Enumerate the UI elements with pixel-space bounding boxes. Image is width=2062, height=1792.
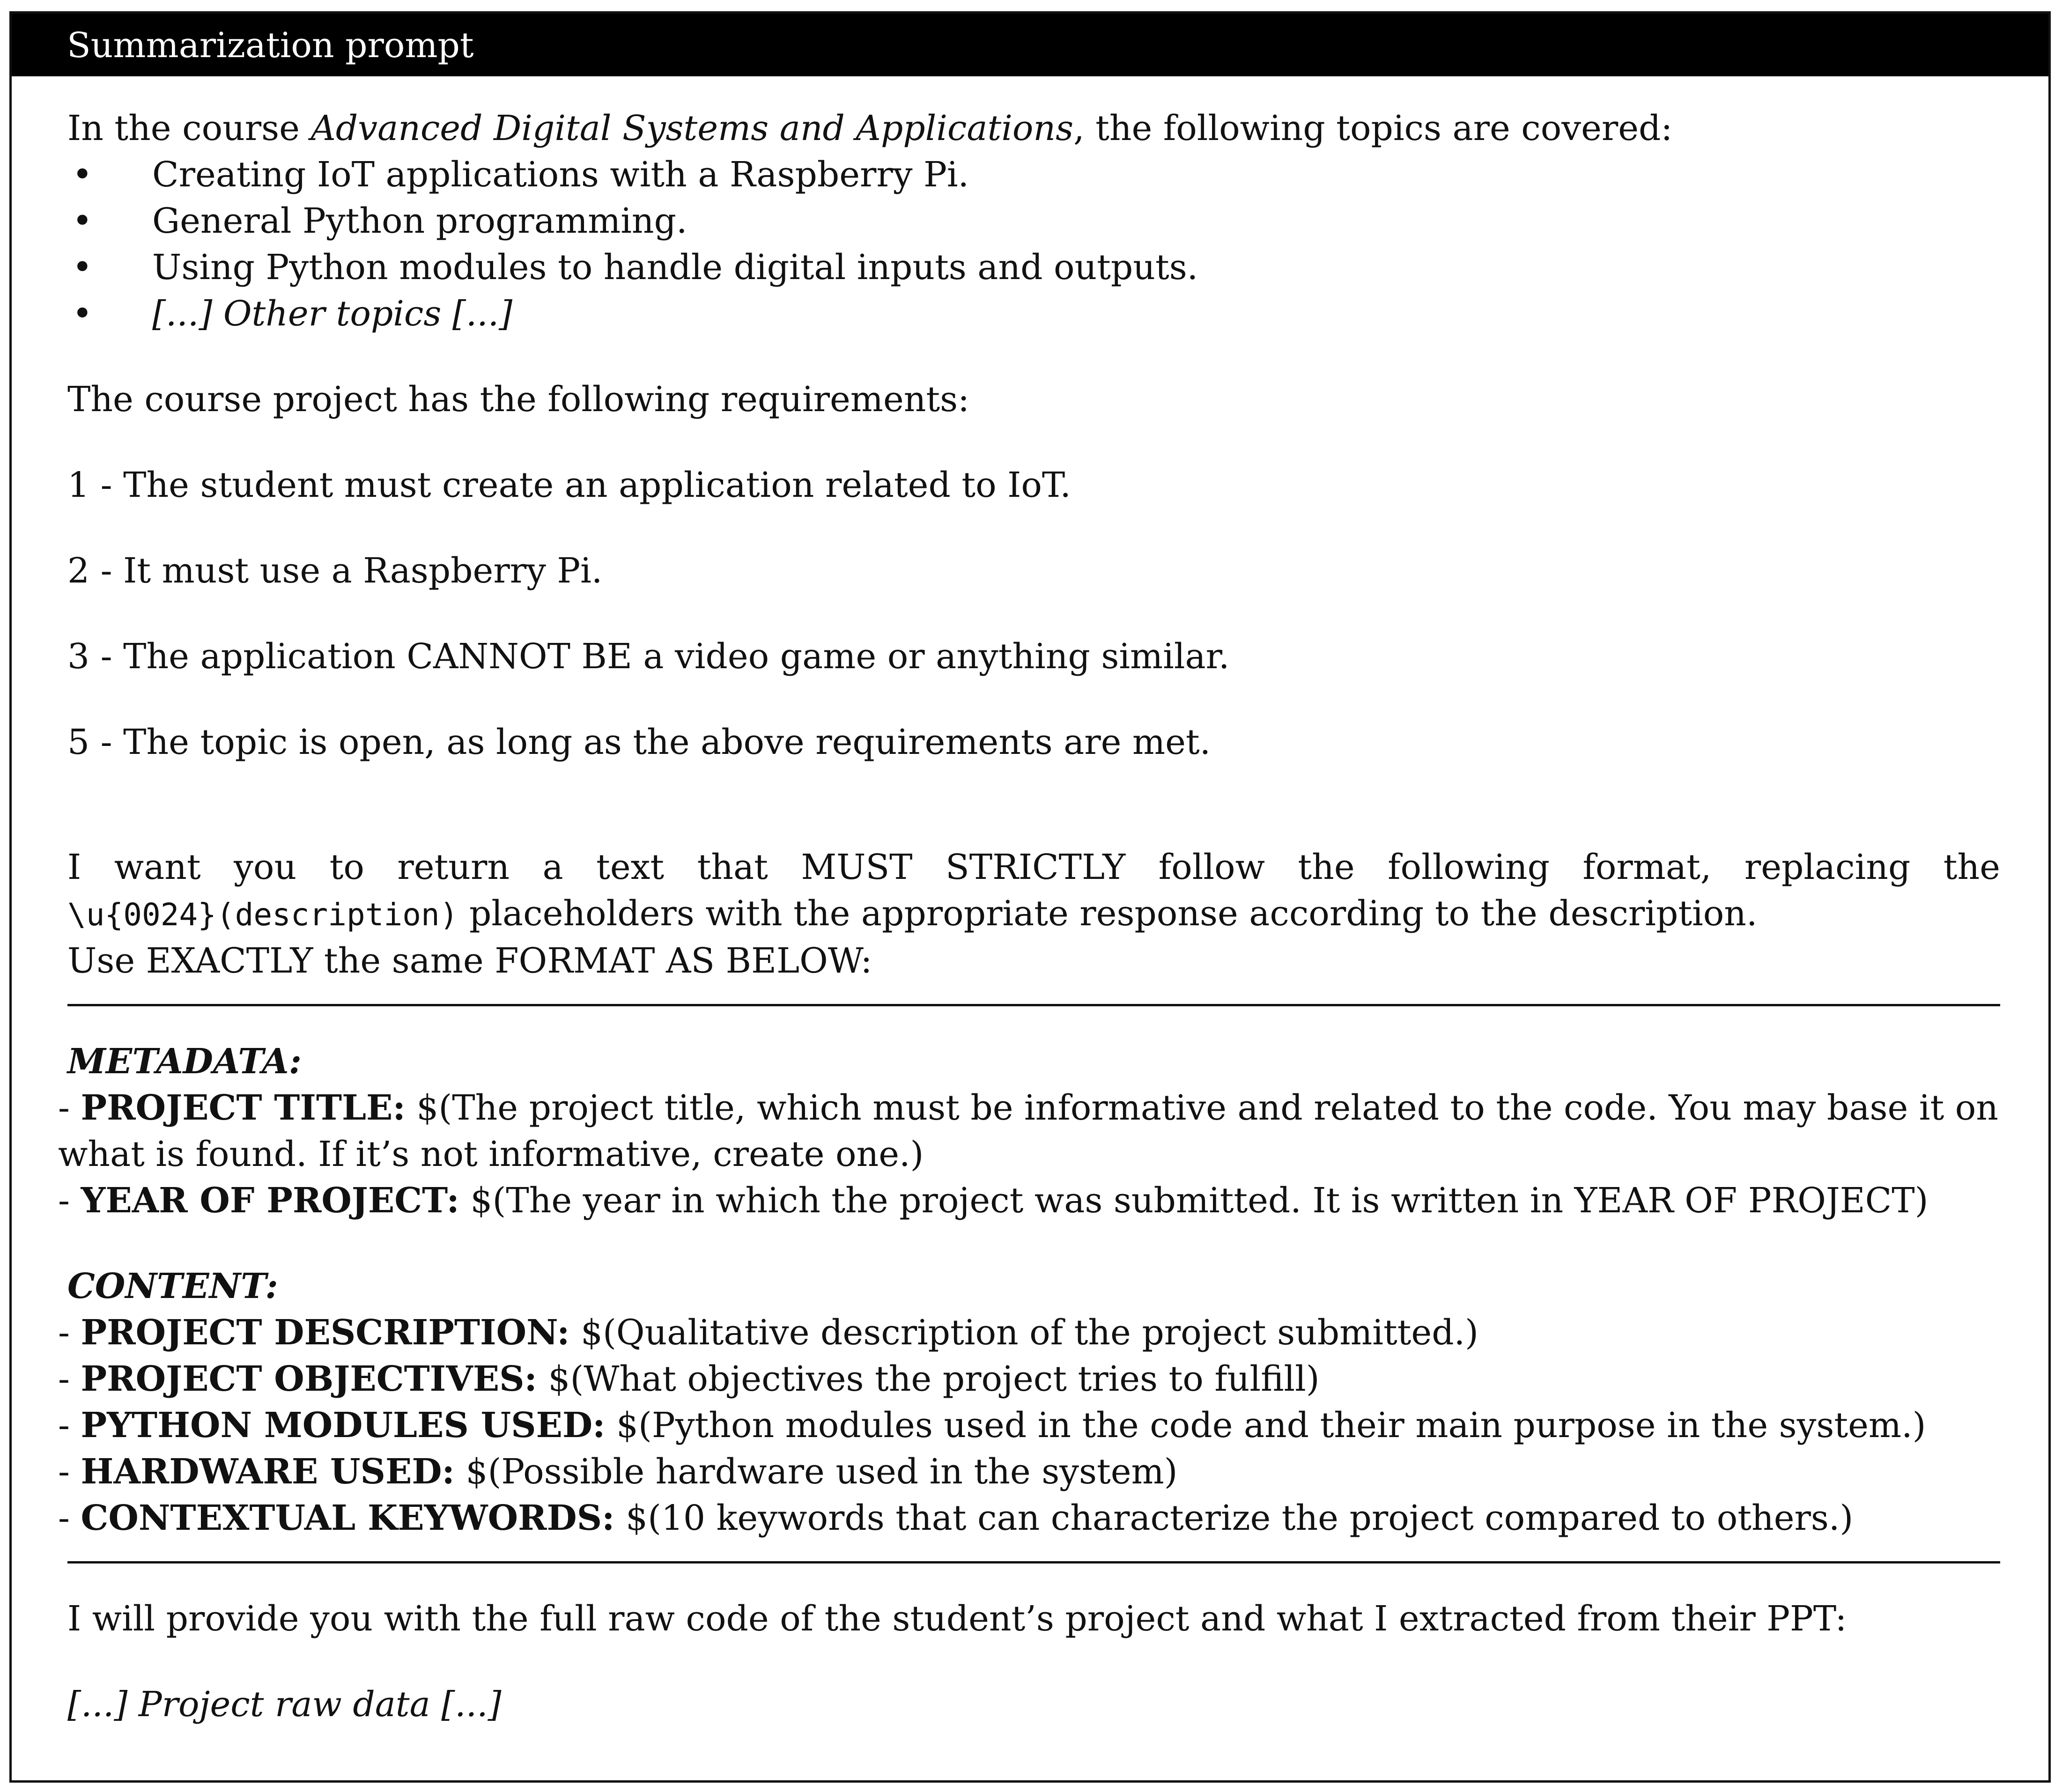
requirement-item: 3 - The application CANNOT BE a video game or anything similar. bbox=[67, 636, 1230, 677]
content-field bbox=[58, 1449, 2000, 1495]
prompt-header bbox=[12, 14, 2048, 76]
prompt-content bbox=[58, 105, 2000, 1728]
field-label: YEAR OF PROJECT: bbox=[81, 1180, 459, 1221]
content-field bbox=[58, 1402, 2000, 1449]
topic-item bbox=[67, 244, 2000, 291]
field-text: $(10 keywords that can characterize the project compared to others.) bbox=[614, 1498, 1854, 1538]
metadata-field bbox=[58, 1085, 2000, 1178]
dash: - bbox=[58, 1452, 81, 1492]
instructions-line-2 bbox=[67, 891, 2000, 938]
field-text: $(Python modules used in the code and their main purpose in the system.) bbox=[605, 1405, 1926, 1445]
intro-suffix: , the following topics are covered: bbox=[1073, 108, 1673, 148]
bullet-icon: • bbox=[72, 201, 93, 241]
topic-item bbox=[67, 152, 2000, 198]
intro-line bbox=[67, 105, 2000, 152]
dash: - bbox=[58, 1405, 81, 1445]
dash: - bbox=[58, 1359, 81, 1399]
bullet-icon: • bbox=[72, 294, 93, 334]
field-text: $(The project title, which must be informative and related to the code. You may base it on what is found. If it’s not informative, create one.) bbox=[58, 1088, 1998, 1174]
content-heading-text: CONTENT: bbox=[67, 1266, 278, 1306]
dash: - bbox=[58, 1180, 81, 1221]
content-field bbox=[58, 1356, 2000, 1402]
topic-text: General Python programming. bbox=[152, 201, 687, 241]
dash: - bbox=[58, 1088, 81, 1128]
metadata-heading-text: METADATA: bbox=[67, 1041, 302, 1082]
topic-item bbox=[67, 198, 2000, 244]
requirement-item: 2 - It must use a Raspberry Pi. bbox=[67, 551, 603, 591]
bullet-icon: • bbox=[72, 247, 93, 288]
field-label: HARDWARE USED: bbox=[81, 1452, 455, 1492]
content-field bbox=[58, 1495, 2000, 1541]
dash: - bbox=[58, 1498, 81, 1538]
course-name: Advanced Digital Systems and Applications bbox=[310, 108, 1074, 148]
bullet-icon: • bbox=[72, 155, 93, 195]
field-label: PROJECT TITLE: bbox=[81, 1088, 406, 1128]
metadata-heading bbox=[67, 1039, 2000, 1085]
raw-data-text: [...] Project raw data [...] bbox=[67, 1684, 502, 1725]
intro-prefix: In the course bbox=[67, 108, 311, 148]
dash: - bbox=[58, 1313, 81, 1353]
instructions-line-2-rest: placeholders with the appropriate response according to the description. bbox=[458, 893, 1758, 934]
topic-text: Using Python modules to handle digital inputs and outputs. bbox=[152, 247, 1198, 288]
requirement-item: 5 - The topic is open, as long as the above requirements are met. bbox=[67, 722, 1211, 762]
field-text: $(The year in which the project was submitted. It is written in YEAR OF PROJECT) bbox=[459, 1180, 1929, 1221]
topic-text: Creating IoT applications with a Raspberry Pi. bbox=[152, 155, 969, 195]
raw-data-placeholder bbox=[67, 1681, 2000, 1728]
field-label: PROJECT DESCRIPTION: bbox=[81, 1313, 570, 1353]
instructions-line-1: I want you to return a text that MUST STRICTLY follow the following format, replacing the bbox=[67, 847, 2000, 887]
instructions-line-3: Use EXACTLY the same FORMAT AS BELOW: bbox=[67, 941, 872, 981]
requirement-item: 1 - The student must create an application related to IoT. bbox=[67, 465, 1071, 505]
field-text: $(Possible hardware used in the system) bbox=[454, 1452, 1178, 1492]
field-label: CONTEXTUAL KEYWORDS: bbox=[81, 1498, 615, 1538]
field-label: PROJECT OBJECTIVES: bbox=[81, 1359, 537, 1399]
topic-text-other: [...] Other topics [...] bbox=[152, 294, 513, 334]
provide-text: I will provide you with the full raw code of the student’s project and what I extracted from their PPT: bbox=[67, 1599, 1847, 1639]
field-text: $(What objectives the project tries to fulfill) bbox=[537, 1359, 1320, 1399]
prompt-box bbox=[9, 11, 2051, 1783]
field-text: $(Qualitative description of the project submitted.) bbox=[569, 1313, 1478, 1353]
requirements-heading: The course project has the following requirements: bbox=[67, 379, 970, 420]
placeholder-code: \u{0024}(description) bbox=[67, 897, 458, 933]
content-field bbox=[58, 1310, 2000, 1356]
field-label: PYTHON MODULES USED: bbox=[81, 1405, 606, 1445]
content-heading bbox=[67, 1263, 2000, 1310]
divider-top bbox=[67, 1004, 2000, 1006]
metadata-field bbox=[58, 1178, 2000, 1224]
topic-item bbox=[67, 291, 2000, 337]
divider-bottom bbox=[67, 1561, 2000, 1563]
prompt-title: Summarization prompt bbox=[67, 25, 474, 66]
